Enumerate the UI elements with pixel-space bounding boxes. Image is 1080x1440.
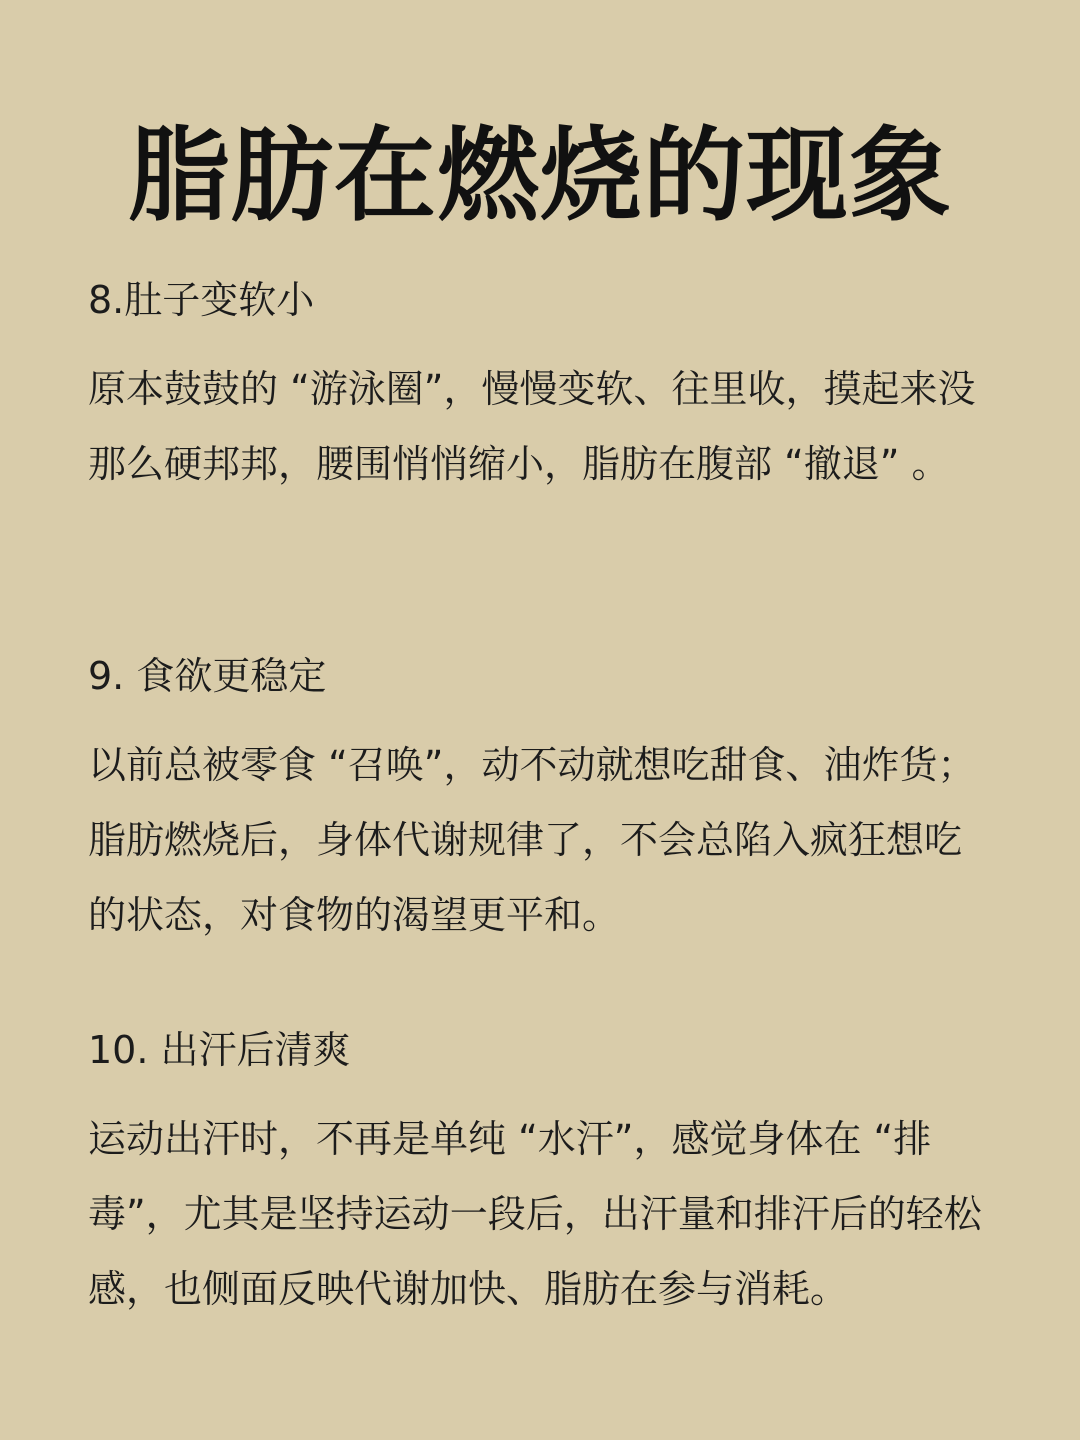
section-body: 运动出汗时，不再是单纯 “水汗”，感觉身体在 “排毒”，尤其是坚持运动一段后，出汗量和排汗后的轻松感，也侧面反映代谢加快、脂肪在参与消耗。 bbox=[88, 1117, 982, 1311]
section-heading: 8.肚子变软小 bbox=[88, 278, 315, 322]
section-sweat bbox=[88, 1026, 998, 1327]
section-heading: 10. 出汗后清爽 bbox=[88, 1028, 351, 1072]
section-body: 以前总被零食 “召唤”，动不动就想吃甜食、油炸货；脂肪燃烧后，身体代谢规律了，不会总陷入疯狂想吃的状态，对食物的渴望更平和。 bbox=[88, 743, 976, 937]
section-belly bbox=[88, 276, 998, 502]
page-title: 脂肪在燃烧的现象 bbox=[128, 117, 952, 236]
section-appetite bbox=[88, 652, 998, 953]
section-heading: 9. 食欲更稳定 bbox=[88, 654, 327, 698]
section-body: 原本鼓鼓的 “游泳圈”，慢慢变软、往里收，摸起来没那么硬邦邦，腰围悄悄缩小，脂肪在腹部 “撤退” 。 bbox=[88, 367, 976, 486]
